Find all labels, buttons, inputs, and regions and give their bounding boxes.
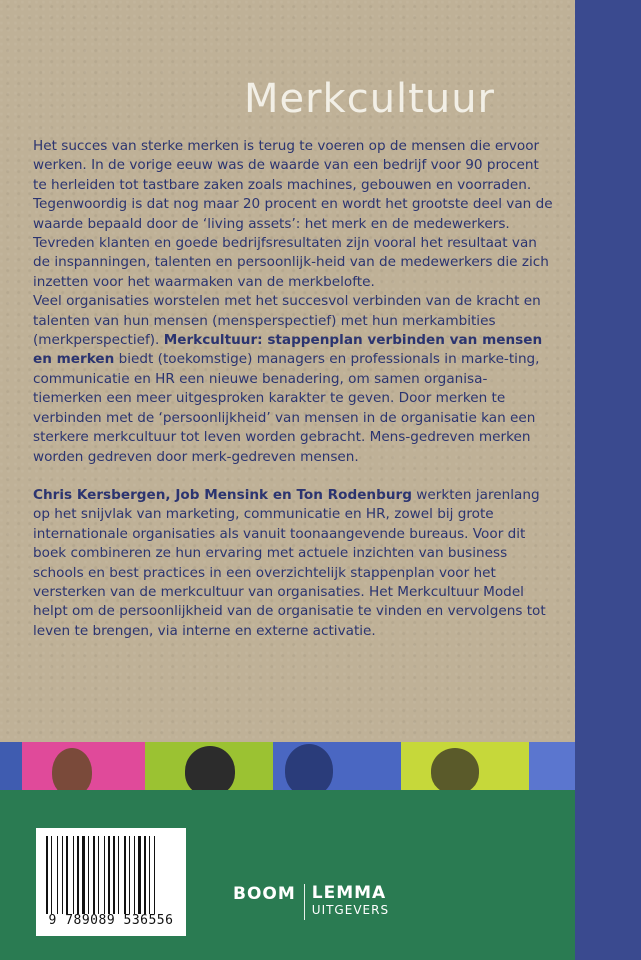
barcode-bar — [80, 836, 81, 914]
cover-blurb — [33, 137, 553, 641]
barcode-bar — [57, 836, 58, 914]
barcode-bar — [75, 836, 76, 914]
barcode-bar — [134, 836, 135, 914]
barcode-bar — [124, 836, 126, 914]
barcode-bar — [73, 836, 74, 914]
book-title: Merkcultuur — [243, 76, 495, 122]
photo-tile — [145, 742, 273, 790]
publisher-divider — [304, 884, 305, 920]
barcode-bar — [108, 836, 110, 914]
barcode-bar — [118, 836, 119, 914]
barcode-bar — [46, 836, 48, 914]
publisher-logo — [233, 884, 389, 920]
barcode-bar — [64, 836, 65, 914]
publisher-uitgevers: UITGEVERS — [311, 903, 390, 917]
photo-tile — [0, 742, 22, 790]
barcode-bar — [127, 836, 128, 914]
barcode-bar — [59, 836, 61, 914]
barcode-bar — [147, 836, 148, 914]
blurb-text: Het succes van sterke merken is terug te voeren op de mensen die ervoor werken. In de vorige eeuw was de waarde van een bedrijf voor 90 procent te herleiden tot tastbare zaken zoals machines, gebouwen en voorraden. Tegenwoordig is dat nog maar 20 procent en wordt het grootste deel van de waarde bepaald door de ‘living assets’: het merk en de medewerkers. Tevreden klanten en goede bedrijfsresultaten zijn vooral het resultaat van de inspanningen, talenten en persoonlijk-heid van de medewerkers die zich inzetten voor het waarmaken van de merkbelofte. — [33, 138, 553, 290]
blurb-text: Veel organisaties worstelen met het succesvol verbinden van de kracht en talenten van hun mensen (mensperspectief) met hun merkambities (merkperspectief). — [33, 293, 541, 349]
barcode-bar — [144, 836, 146, 914]
barcode-bar — [93, 836, 95, 914]
barcode-bar — [88, 836, 89, 914]
barcode-bar — [129, 836, 130, 914]
barcode-bar — [136, 836, 137, 914]
barcode-bar — [100, 836, 103, 914]
barcode-bar — [138, 836, 141, 914]
spine-edge — [575, 0, 641, 960]
barcode-bar — [86, 836, 87, 914]
photo-strip — [0, 742, 575, 790]
barcode-bar — [154, 836, 155, 914]
book-subtitle-bold: Merkcultuur: stappenplan verbinden van mensen en merken — [33, 332, 543, 368]
barcode-bar — [156, 836, 159, 914]
barcode-bars — [46, 836, 176, 914]
blurb-paragraph-1 — [33, 137, 553, 292]
authors-paragraph — [33, 486, 553, 641]
blurb-text: biedt (toekomstige) managers en professionals in marke-ting, communicatie en HR een nieuwe benadering, om samen organisa-tiemerken een meer uitgesproken karakter te geven. Door merken te verbinden met de ‘persoonlijkheid’ van mensen in de organisatie kan een sterkere merkcultuur tot leven worden gebracht. Mens-gedreven merken worden gedreven door merk-gedreven mensen. — [33, 351, 540, 465]
photo-tile — [273, 742, 401, 790]
barcode-bar — [49, 836, 50, 914]
blurb-text: werkten jarenlang op het snijvlak van marketing, communicatie en HR, zowel bij grote internationale organisaties als vanuit toonaangevende bureaus. Voor dit boek combineren ze hun ervaring met actuele inzichten van business schools en best practices in een overzichtelijk stappenplan voor het versterken van de merkcultuur van organisaties. Het Merkcultuur Model helpt om de persoonlijkheid van de organisatie te vinden en vervolgens tot leven te brengen, via interne en externe activatie. — [33, 486, 546, 639]
barcode-bar — [116, 836, 117, 914]
barcode — [36, 828, 186, 936]
barcode-bar — [149, 836, 150, 914]
barcode-bar — [131, 836, 133, 914]
barcode-bar — [90, 836, 92, 914]
barcode-bar — [96, 836, 97, 914]
author-names: Chris Kersbergen, Job Mensink en Ton Rodenburg — [33, 486, 412, 503]
barcode-bar — [106, 836, 107, 914]
publisher-lemma: LEMMA — [311, 883, 387, 903]
barcode-bar — [113, 836, 115, 914]
photo-tile — [529, 742, 575, 790]
barcode-bar — [120, 836, 123, 914]
isbn-number: 9 789089 536556 — [48, 913, 174, 928]
barcode-bar — [111, 836, 112, 914]
barcode-bar — [69, 836, 72, 914]
barcode-bar — [82, 836, 85, 914]
barcode-bar — [151, 836, 153, 914]
publisher-boom: BOOM — [233, 884, 296, 904]
barcode-bar — [51, 836, 52, 914]
barcode-bar — [53, 836, 56, 914]
barcode-bar — [62, 836, 63, 914]
barcode-bar — [98, 836, 99, 914]
barcode-bar — [66, 836, 68, 914]
publisher-right — [312, 884, 389, 918]
photo-tile — [401, 742, 529, 790]
photo-tile — [22, 742, 145, 790]
barcode-bar — [142, 836, 143, 914]
barcode-bar — [77, 836, 79, 914]
blurb-paragraph-2 — [33, 292, 553, 467]
barcode-bar — [104, 836, 105, 914]
